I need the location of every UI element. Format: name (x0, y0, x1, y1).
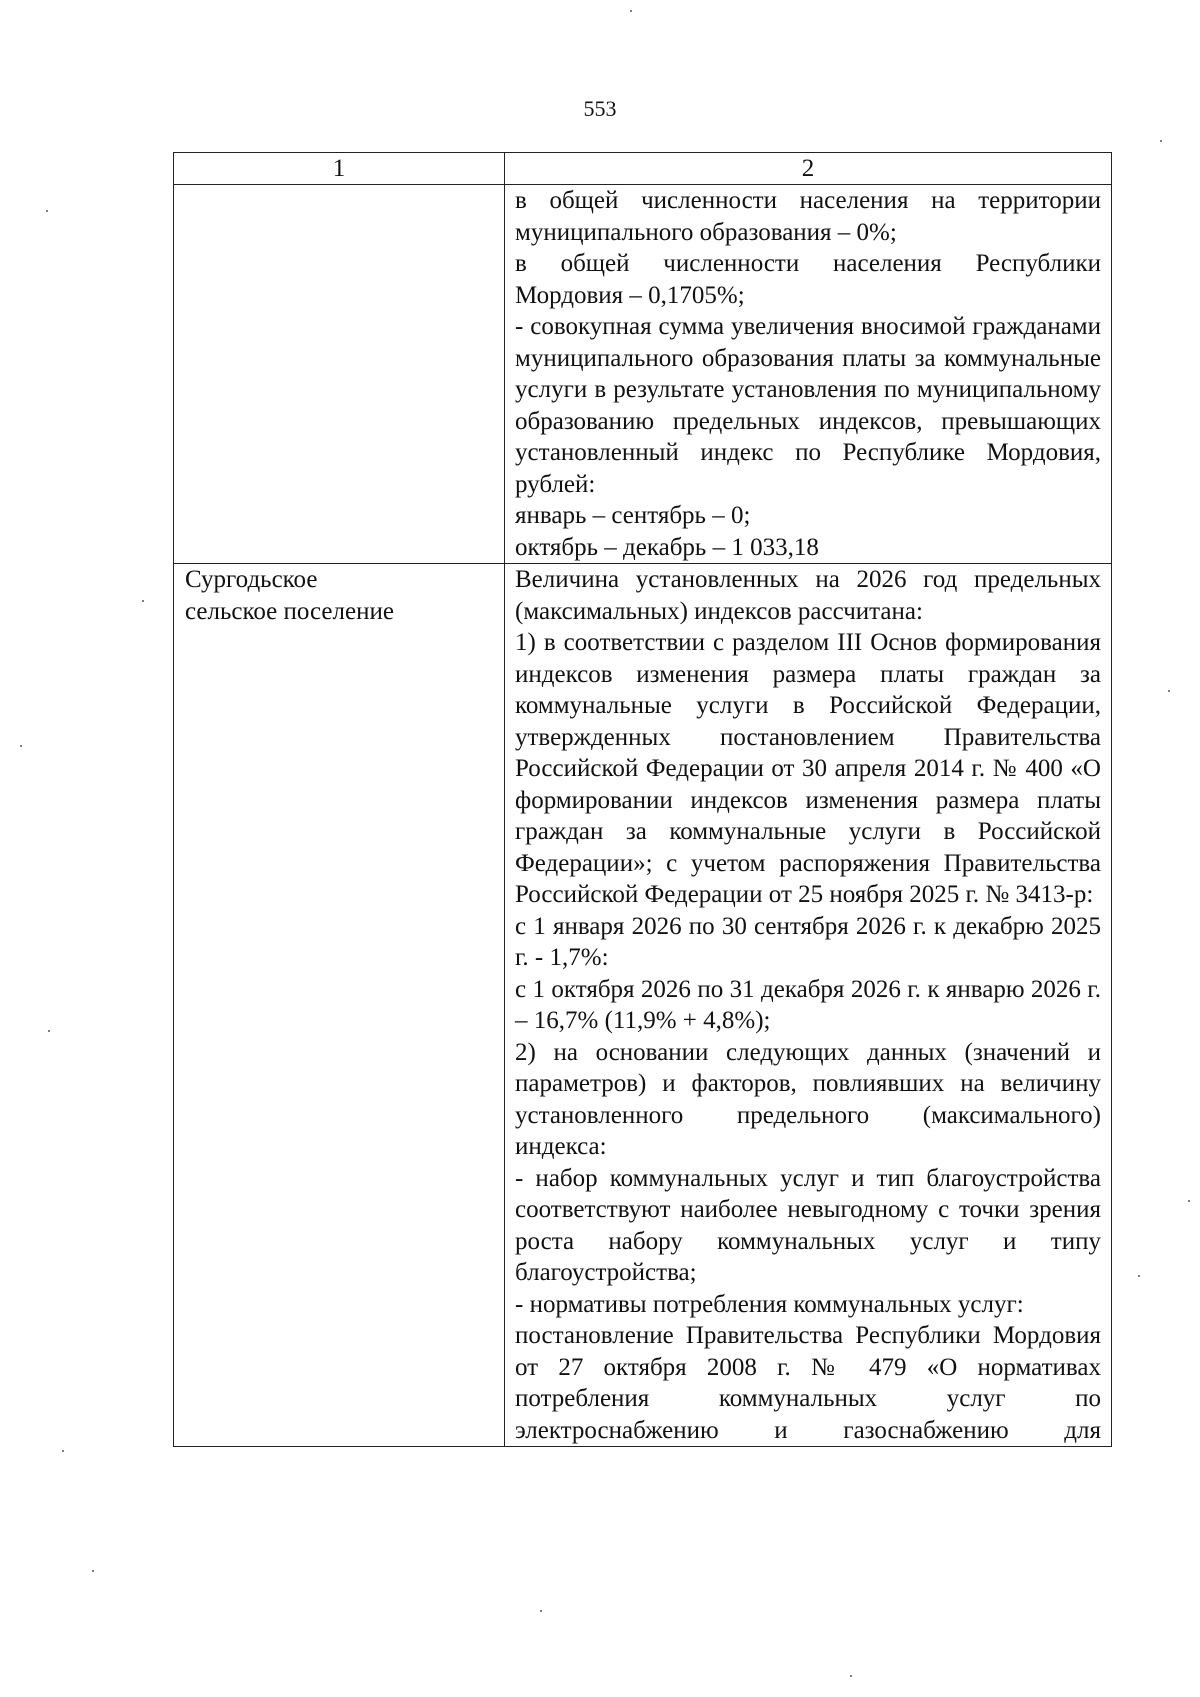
text-paragraph: в общей численности населения на территории муниципального образования – 0%; (515, 187, 1101, 246)
scan-speck (1168, 690, 1170, 692)
scan-speck (48, 1030, 50, 1032)
text-paragraph: - совокупная сумма увеличения вносимой гражданами муниципального образования платы за коммунальные услуги в результате установления по муниципальному образованию предельных индексов, превышающих установленный индекс по Республике Мордовия, рублей: (515, 313, 1101, 498)
text-paragraph: 1) в соответствии с разделом III Основ формирования индексов изменения размера платы граждан за коммунальные услуги в Российской Федерации, утвержденных постановлением Правительства Российской Федерации от 30 апреля 2014 г. № 400 «О формировании индексов изменения размера платы граждан за коммунальные услуги в Российской Федерации»; с учетом распоряжения Правительства Российской Федерации от 25 ноября 2025 г. № 3413-р: (515, 629, 1101, 908)
text-paragraph: октябрь – декабрь – 1 033,18 (515, 533, 819, 561)
scan-speck (540, 1610, 542, 1612)
municipality-cell (174, 564, 505, 1447)
text-paragraph: с 1 января 2026 по 30 сентября 2026 г. к декабрю 2025 г. - 1,7%: (515, 912, 1101, 971)
scan-speck (46, 210, 48, 212)
scan-speck (62, 1450, 64, 1452)
scan-speck (630, 10, 632, 12)
text-paragraph: 2) на основании следующих данных (значений и параметров) и факторов, повлиявших на величину установленного предельного (максимального) индекса: (515, 1038, 1101, 1160)
scan-speck (142, 600, 144, 602)
column-number-2: 2 (505, 153, 1112, 185)
text-paragraph: в общей численности населения Республики Мордовия – 0,1705%; (515, 250, 1101, 309)
scan-speck (1188, 1200, 1190, 1202)
scan-speck (20, 745, 22, 747)
scan-speck (92, 1570, 94, 1572)
description-cell (505, 564, 1112, 1447)
municipality-name-line: сельское поселение (185, 597, 394, 625)
municipality-name-line: Сургодьское (185, 566, 318, 593)
text-paragraph: Величина установленных на 2026 год предельных (максимальных) индексов рассчитана: (515, 566, 1101, 625)
table-row (174, 185, 1112, 564)
text-paragraph: - нормативы потребления коммунальных услуг: (515, 1290, 1024, 1318)
scan-speck (850, 1675, 852, 1677)
scan-speck (1160, 140, 1162, 142)
municipality-cell (174, 185, 505, 564)
scan-speck (1138, 1275, 1140, 1277)
description-cell (505, 185, 1112, 564)
column-number-1: 1 (174, 153, 505, 185)
text-paragraph: - набор коммунальных услуг и тип благоустройства соответствуют наиболее невыгодному с точки зрения роста набору коммунальных услуг и типу благоустройства; (515, 1164, 1101, 1286)
text-paragraph: с 1 октября 2026 по 31 декабря 2026 г. к январю 2026 г. – 16,7% (11,9% + 4,8%); (515, 975, 1101, 1034)
text-paragraph: постановление Правительства Республики Мордовия от 27 октября 2008 г. № 479 «О нормативах потребления коммунальных услуг по электроснабжению и газоснабжению для (515, 1322, 1101, 1444)
table-row (174, 564, 1112, 1447)
document-table (173, 152, 1112, 1447)
page-number: 553 (583, 96, 617, 121)
text-paragraph: январь – сентябрь – 0; (515, 502, 751, 529)
table-header-row (174, 153, 1112, 185)
